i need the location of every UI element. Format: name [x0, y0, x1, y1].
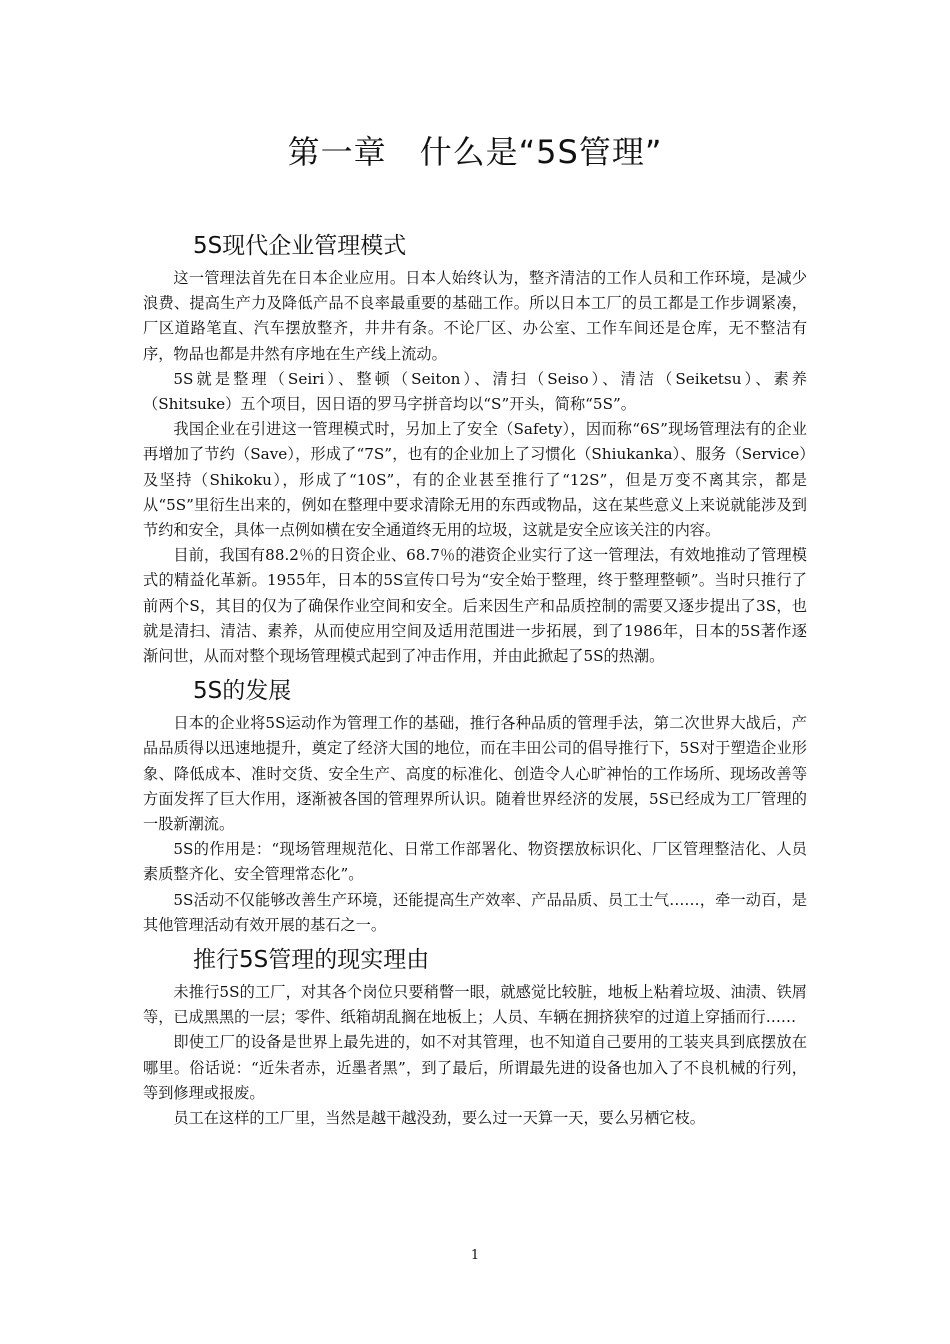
paragraph: 日本的企业将5S运动作为管理工作的基础，推行各种品质的管理手法，第二次世界大战后，产品品质得以迅速地提升，奠定了经济大国的地位，而在丰田公司的倡导推行下，5S对于塑造企业形象、降低成本、准时交货、安全生产、高度的标准化、创造令人心旷神怡的工作场所、现场改善等方面发挥了巨大作用，逐渐被各国的管理界所认识。随着世界经济的发展，5S已经成为工厂管理的一股新潮流。	[143, 714, 807, 834]
document-body	[143, 230, 807, 1137]
paragraph: 员工在这样的工厂里，当然是越干越没劲，要么过一天算一天，要么另栖它枝。	[173, 1109, 705, 1128]
paragraph: 5S就是整理（Seiri）、整顿（Seiton）、清扫（Seiso）、清洁（Seiketsu）、素养（Shitsuke）五个项目，因日语的罗马字拼音均以“S”开头，简称“5S”。	[143, 369, 807, 414]
section-practical-reasons	[143, 944, 807, 1131]
paragraph: 即使工厂的设备是世界上最先进的，如不对其管理，也不知道自己要用的工装夹具到底摆放在哪里。俗话说：“近朱者赤，近墨者黑”，到了最后，所谓最先进的设备也加入了不良机械的行列，等到修理或报废。	[143, 1033, 807, 1102]
section-heading: 5S现代企业管理模式	[193, 233, 407, 259]
chapter-title: 第一章 什么是“5S管理”	[287, 133, 663, 171]
paragraph: 5S活动不仅能够改善生产环境，还能提高生产效率、产品品质、员工士气……，牵一动百，是其他管理活动有效开展的基石之一。	[143, 890, 807, 934]
paragraph: 目前，我国有88.2％的日资企业、68.7％的港资企业实行了这一管理法，有效地推动了管理模式的精益化革新。1955年，日本的5S宣传口号为“安全始于整理，终于整理整顿”。当时只推行了前两个S，其目的仅为了确保作业空间和安全。后来因生产和品质控制的需要又逐步提出了3S，也就是清扫、清洁、素养，从而使应用空间及适用范围进一步拓展，到了1986年，日本的5S著作逐渐问世，从而对整个现场管理模式起到了冲击作用，并由此掀起了5S的热潮。	[143, 546, 807, 666]
paragraph: 未推行5S的工厂，对其各个岗位只要稍瞥一眼，就感觉比较脏，地板上粘着垃圾、油渍、铁屑等，已成黑黑的一层；零件、纸箱胡乱搁在地板上；人员、车辆在拥挤狭窄的过道上穿插而行……	[143, 983, 807, 1027]
section-heading: 5S的发展	[193, 678, 292, 705]
page-number: 1	[470, 1248, 480, 1263]
section-5s-development	[143, 675, 807, 938]
paragraph: 5S的作用是：“现场管理规范化、日常工作部署化、物资摆放标识化、厂区管理整洁化、人员素质整齐化、安全管理常态化”。	[143, 840, 807, 884]
section-heading: 推行5S管理的现实理由	[193, 947, 430, 974]
paragraph: 我国企业在引进这一管理模式时，另加上了安全（Safety），因而称“6S”现场管理法有的企业再增加了节约（Save），形成了“7S”，也有的企业加上了习惯化（Shiukanka）、服务（Service）及坚持（Shikoku），形成了“10S”，有的企业甚至推行了“12S”，但是万变不离其宗，都是从“5S”里衍生出来的，例如在整理中要求清除无用的东西或物品，这在某些意义上来说就能涉及到节约和安全，具体一点例如横在安全通道终无用的垃圾，这就是安全应该关注的内容。	[143, 420, 807, 540]
section-modern-management-model	[143, 230, 807, 669]
paragraph: 这一管理法首先在日本企业应用。日本人始终认为，整齐清洁的工作人员和工作环境，是减少浪费、提高生产力及降低产品不良率最重要的基础工作。所以日本工厂的员工都是工作步调紧凑，厂区道路笔直、汽车摆放整齐，井井有条。不论厂区、办公室、工作车间还是仓库，无不整洁有序，物品也都是井然有序地在生产线上流动。	[143, 269, 807, 363]
